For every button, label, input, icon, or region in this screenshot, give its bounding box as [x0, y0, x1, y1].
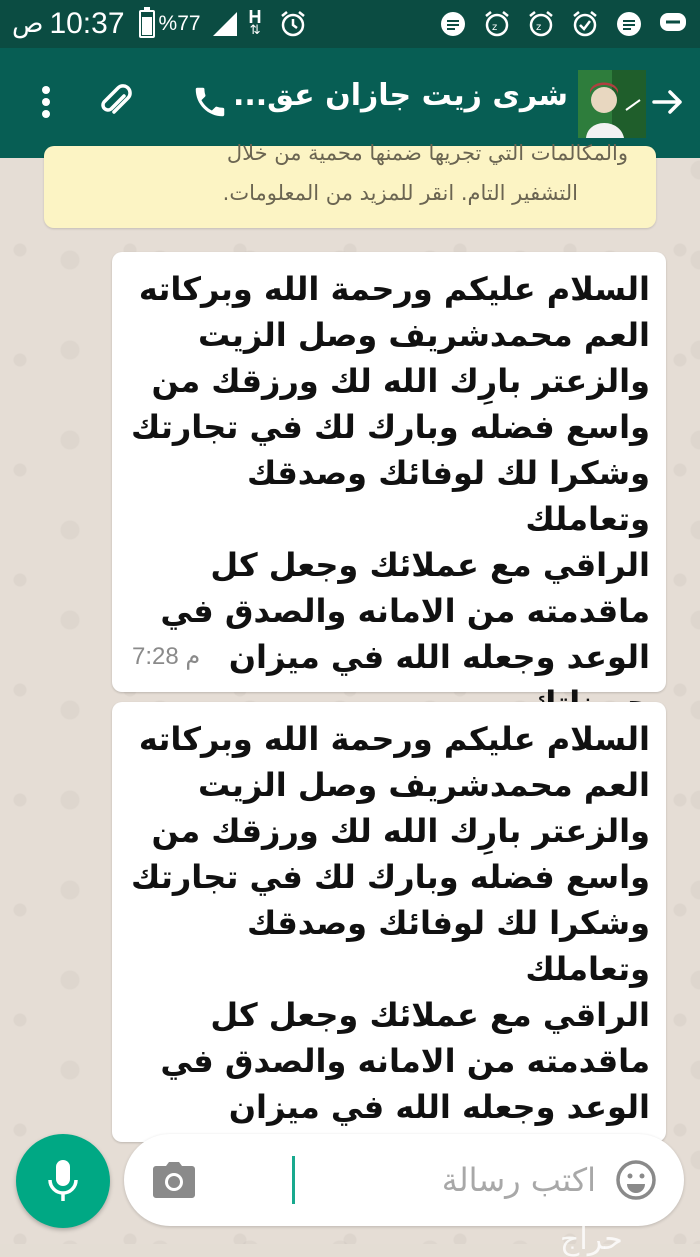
battery-group	[139, 10, 201, 38]
message-text: السلام عليكم ورحمة الله وبركاته العم محمدشريف وصل الزيت والزعتر بارِك الله لك ورزقك من واسع فضله وبارك لك في تجارتك وشكرا لك لوفائك وصدقك وتعاملك الراقي مع عملائك وجعل كل ماقدمته من الامانه والصدق في الوعد وجعله الله في ميزان	[131, 720, 650, 1126]
more-options-button[interactable]	[22, 78, 70, 126]
message-notification-icon	[614, 9, 644, 39]
message-bubble[interactable]	[112, 252, 666, 692]
text-cursor	[292, 1156, 295, 1204]
microphone-icon	[45, 1158, 81, 1204]
call-icon	[191, 83, 229, 121]
message-input[interactable]	[296, 1156, 596, 1204]
message-time: 7:28 م	[132, 643, 201, 670]
camera-icon	[152, 1160, 196, 1200]
voice-record-button[interactable]	[16, 1134, 110, 1228]
status-time: 10:37	[49, 7, 125, 40]
attachment-icon	[96, 82, 136, 122]
back-arrow-icon	[650, 84, 686, 120]
contact-name[interactable]: شرى زيت جازان عق...	[232, 78, 568, 113]
back-button[interactable]	[644, 78, 692, 126]
watermark-logo: حراج	[560, 1222, 623, 1257]
status-time-group	[12, 7, 125, 41]
encryption-notice-line2: التشفير التام. انقر للمزيد من المعلومات.	[222, 181, 578, 205]
svg-text:z: z	[492, 22, 498, 33]
voice-call-button[interactable]	[186, 78, 234, 126]
emoji-button[interactable]	[614, 1158, 658, 1202]
network-type	[248, 7, 262, 38]
encryption-notice-line1: والمكالمات التي تجريها ضمنها محمية من خلال	[226, 141, 628, 165]
battery-icon	[139, 10, 155, 38]
message-text: السلام عليكم ورحمة الله وبركاته العم محمدشريف وصل الزيت والزعتر بارِك الله لك ورزقك من واسع فضله وبارك لك في تجارتك وشكرا لك لوفائك وصدقك وتعاملك الراقي مع عملائك وجعل كل ماقدمته من الامانه والصدق في الوعد وجعله الله في ميزان	[131, 270, 650, 676]
svg-text:z: z	[536, 22, 542, 33]
battery-percent: %77	[158, 12, 201, 35]
network-label: H	[248, 7, 262, 27]
battery-fill	[142, 17, 152, 35]
message-composer	[124, 1134, 684, 1226]
encryption-notice[interactable]	[44, 141, 656, 228]
chat-notification-icon	[658, 9, 688, 39]
snooze-alarm-icon	[526, 9, 556, 39]
snooze-alarm-icon	[482, 9, 512, 39]
status-bar	[0, 0, 700, 48]
camera-button[interactable]	[152, 1160, 196, 1200]
more-vert-icon	[40, 84, 52, 120]
emoji-icon	[614, 1158, 658, 1202]
contact-avatar[interactable]	[578, 70, 646, 138]
message-notification-icon	[438, 9, 468, 39]
message-bubble[interactable]	[112, 702, 666, 1142]
alarm-check-icon	[570, 9, 600, 39]
attach-button[interactable]	[92, 78, 140, 126]
signal-icon	[211, 10, 241, 38]
notification-icons	[438, 9, 688, 39]
data-arrows-icon: ⇅	[249, 23, 261, 38]
alarm-icon	[278, 9, 308, 39]
status-ampm: ص	[12, 9, 44, 39]
